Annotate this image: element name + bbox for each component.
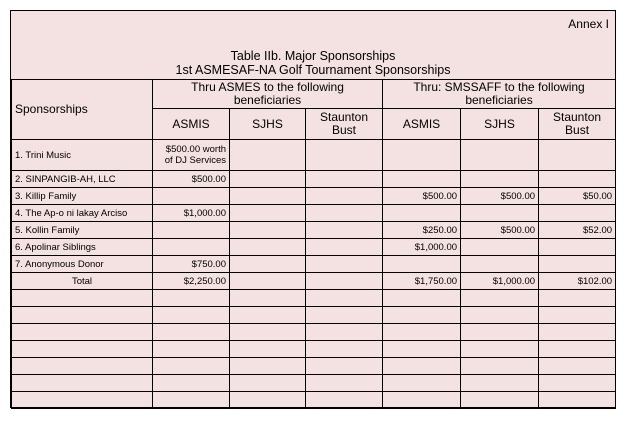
amount-cell (306, 205, 383, 222)
header-col: ASMIS (153, 109, 230, 140)
amount-cell (539, 239, 616, 256)
total-cell (230, 273, 306, 290)
amount-cell (230, 256, 306, 273)
amount-cell (153, 222, 230, 239)
amount-cell (539, 205, 616, 222)
sponsor-name: 2. SINPANGIB-AH, LLC (12, 171, 153, 188)
amount-cell (306, 140, 383, 171)
empty-row (12, 375, 616, 392)
amount-cell: $50.00 (539, 188, 616, 205)
sponsor-name: 3. Killip Family (12, 188, 153, 205)
amount-cell (153, 188, 230, 205)
amount-cell: $500.00 (153, 171, 230, 188)
total-cell: $1,750.00 (383, 273, 461, 290)
empty-row (12, 290, 616, 307)
header-sponsorships: Sponsorships (12, 80, 153, 140)
table-caption (11, 49, 615, 77)
total-row (12, 273, 616, 290)
amount-cell: $1,000.00 (153, 205, 230, 222)
sponsor-name: 7. Anonymous Donor (12, 256, 153, 273)
total-label: Total (12, 273, 153, 290)
amount-cell: $250.00 (383, 222, 461, 239)
annex-label: Annex I (568, 17, 609, 31)
header-col: ASMIS (383, 109, 461, 140)
amount-cell (230, 205, 306, 222)
table-row (12, 256, 616, 273)
total-cell (306, 273, 383, 290)
sponsor-name: 5. Kollin Family (12, 222, 153, 239)
sponsor-name: 1. Trini Music (12, 140, 153, 171)
empty-row (12, 392, 616, 409)
amount-cell (539, 140, 616, 171)
empty-row (12, 358, 616, 375)
amount-cell (461, 140, 539, 171)
amount-cell (306, 188, 383, 205)
table-row (12, 188, 616, 205)
amount-cell (461, 256, 539, 273)
caption-line-1: Table IIb. Major Sponsorships (230, 49, 396, 63)
amount-cell (383, 171, 461, 188)
empty-row (12, 324, 616, 341)
amount-cell (539, 256, 616, 273)
amount-cell (306, 222, 383, 239)
amount-cell: $750.00 (153, 256, 230, 273)
total-cell: $1,000.00 (461, 273, 539, 290)
sponsorship-table (11, 79, 616, 409)
amount-cell (230, 222, 306, 239)
amount-cell (383, 140, 461, 171)
caption-line-2: 1st ASMESAF-NA Golf Tournament Sponsorships (175, 63, 451, 77)
header-group-smssaff: Thru: SMSSAFF to the following beneficiaries (383, 80, 616, 109)
table-row (12, 140, 616, 171)
annex-sheet (10, 10, 616, 408)
total-cell: $2,250.00 (153, 273, 230, 290)
amount-cell (306, 171, 383, 188)
amount-cell: $500.00 (461, 222, 539, 239)
header-row-group (12, 80, 616, 109)
sponsor-name: 4. The Ap-o ni lakay Arciso (12, 205, 153, 222)
amount-cell (461, 171, 539, 188)
amount-cell (230, 188, 306, 205)
header-col: SJHS (461, 109, 539, 140)
amount-cell (539, 171, 616, 188)
amount-cell: $500.00 (383, 188, 461, 205)
amount-cell: $500.00 (461, 188, 539, 205)
header-col: SJHS (230, 109, 306, 140)
table-row (12, 171, 616, 188)
amount-cell (230, 140, 306, 171)
amount-cell (461, 239, 539, 256)
amount-cell (230, 239, 306, 256)
amount-cell (230, 171, 306, 188)
table-row (12, 239, 616, 256)
amount-cell: $500.00 worth of DJ Services (153, 140, 230, 171)
header-col: Staunton Bust (539, 109, 616, 140)
amount-cell (383, 256, 461, 273)
amount-cell (383, 205, 461, 222)
table-row (12, 222, 616, 239)
header-col: Staunton Bust (306, 109, 383, 140)
sponsor-name: 6. Apolinar Siblings (12, 239, 153, 256)
table-row (12, 205, 616, 222)
amount-cell (306, 239, 383, 256)
amount-cell: $52.00 (539, 222, 616, 239)
total-cell: $102.00 (539, 273, 616, 290)
amount-cell: $1,000.00 (383, 239, 461, 256)
amount-cell (153, 239, 230, 256)
amount-cell (461, 205, 539, 222)
header-group-asmes: Thru ASMES to the following beneficiaries (153, 80, 383, 109)
empty-row (12, 307, 616, 324)
amount-cell (306, 256, 383, 273)
empty-row (12, 341, 616, 358)
